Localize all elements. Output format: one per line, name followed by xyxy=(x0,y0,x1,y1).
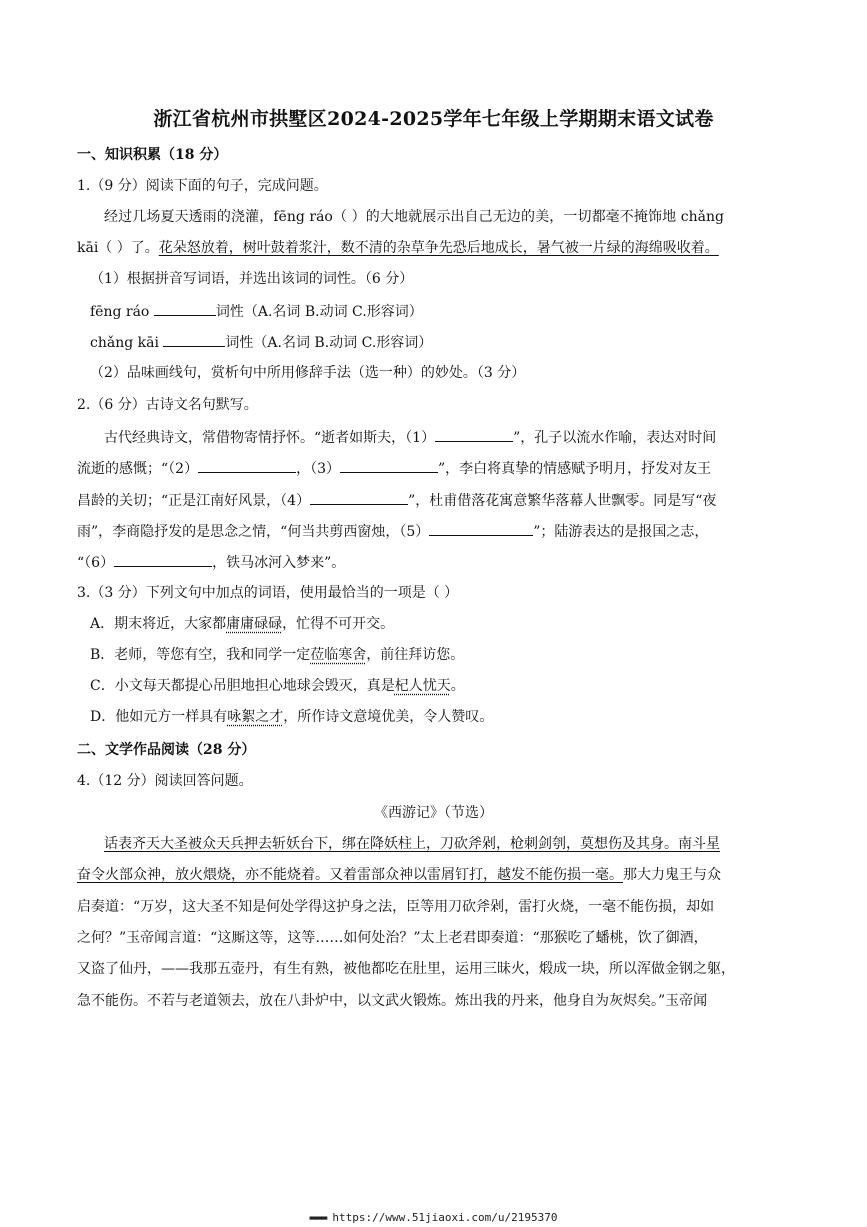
pinyin-label: fēng ráo xyxy=(90,304,150,320)
question-2-line-2 xyxy=(77,458,727,479)
answer-blank-4[interactable] xyxy=(310,490,408,505)
word-class-options: 词性（A.名词 B.动词 C.形容词） xyxy=(215,304,423,320)
question-3-stem: 3.（3 分）下列文句中加点的词语，使用最恰当的一项是（ ） xyxy=(77,585,459,601)
question-2-line-5 xyxy=(77,552,727,573)
poem-text: 流逝的感慨；“（2） xyxy=(77,461,199,477)
passage-line-2 xyxy=(77,865,727,885)
passage-line-4: 之何？”玉帝闻言道：“这厮这等，这等……如何处治？”太上老君即奏道：“那猴吃了蟠桃，饮了御酒， xyxy=(77,930,708,946)
dotted-phrase: 莅临寒舍 xyxy=(310,647,367,663)
option-text: 。 xyxy=(450,678,465,694)
underlined-text: 奋令火部众神，放火煨烧，亦不能烧着。又着雷部众神以雷屑钉打，越发不能伤损一毫。 xyxy=(77,867,623,883)
passage-text: kāi（ ）了。 xyxy=(77,240,159,256)
question-2-line-3 xyxy=(77,490,727,511)
option-text: A．期末将近，大家都 xyxy=(90,616,227,632)
question-3-option-a[interactable] xyxy=(90,614,740,634)
page-footer xyxy=(0,1211,867,1224)
dotted-phrase: 杞人忧天 xyxy=(394,678,451,694)
poem-text: 昌龄的关切；“正是江南好风景，（4） xyxy=(77,493,311,509)
question-2-line-4 xyxy=(77,521,727,542)
answer-blank[interactable] xyxy=(154,301,216,316)
page-title: 浙江省杭州市拱墅区2024-2025学年七年级上学期期末语文试卷 xyxy=(153,108,714,130)
answer-blank-3[interactable] xyxy=(340,458,438,473)
question-3-option-d[interactable] xyxy=(90,707,740,727)
section-heading-knowledge: 一、知识积累（18 分） xyxy=(77,147,228,163)
dotted-phrase: 庸庸碌碌 xyxy=(226,616,283,632)
poem-text: ”，杜甫借落花寓意繁华落幕人世飘零。同是写“夜 xyxy=(408,493,717,509)
dotted-phrase: 咏絮之才 xyxy=(227,709,284,725)
question-1-passage-line-1: 经过几场夏天透雨的浇灌，fēng ráo（ ）的大地就展示出自己无边的美，一切都毫不掩饰地 chǎng xyxy=(104,209,724,225)
section-heading-literature: 二、文学作品阅读（28 分） xyxy=(77,742,256,758)
question-1-subquestion-1: （1）根据拼音写词语，并选出该词的词性。（6 分） xyxy=(90,271,414,287)
question-2-stem: 2.（6 分）古诗文名句默写。 xyxy=(77,397,258,413)
poem-text: ”；陆游表达的是报国之志， xyxy=(533,524,709,540)
pinyin-label: chǎng kāi xyxy=(90,335,159,351)
passage-line-6: 急不能伤。不若与老道领去，放在八卦炉中，以文武火锻炼。炼出我的丹来，他身自为灰烬矣。”玉帝闻 xyxy=(77,993,708,1009)
poem-text: “（6） xyxy=(77,555,115,571)
poem-text: ，铁马冰河入梦来”。 xyxy=(212,555,346,571)
question-4-stem: 4.（12 分）阅读回答问题。 xyxy=(77,773,253,789)
option-text: C．小文每天都提心吊胆地担心地球会毁灭，真是 xyxy=(90,678,395,694)
question-1-option-2 xyxy=(90,332,740,353)
passage-line-5: 又盗了仙丹，——我那五壶丹，有生有熟，被他都吃在肚里，运用三昧火，煅成一块，所以浑做金钢之躯， xyxy=(77,961,735,977)
question-3-option-c[interactable] xyxy=(90,676,740,696)
underlined-sentence: 花朵怒放着，树叶鼓着浆汁，数不清的杂草争先恐后地成长，暑气被一片绿的海绵吸收着。 xyxy=(158,240,719,256)
question-2-line-1 xyxy=(104,427,754,448)
option-text: ，所作诗文意境优美，令人赞叹。 xyxy=(283,709,494,725)
footer-logo-icon: ▬▬▬ xyxy=(309,1211,327,1224)
option-text: ，忙得不可开交。 xyxy=(282,616,395,632)
answer-blank-2[interactable] xyxy=(198,458,296,473)
question-3-option-b[interactable] xyxy=(90,645,740,665)
poem-text: ，（3） xyxy=(296,461,340,477)
word-class-options: 词性（A.名词 B.动词 C.形容词） xyxy=(225,335,433,351)
question-1-stem: 1.（9 分）阅读下面的句子，完成问题。 xyxy=(77,178,328,194)
poem-text: ”，孔子以流水作喻，表达对时间 xyxy=(513,430,717,446)
answer-blank-6[interactable] xyxy=(114,552,212,567)
question-1-subquestion-2: （2）品味画线句，赏析句中所用修辞手法（选一种）的妙处。（3 分） xyxy=(90,365,526,381)
question-1-passage-line-2 xyxy=(77,238,727,258)
passage-line-1: 话表齐天大圣被众天兵押去斩妖台下，绑在降妖柱上，刀砍斧剁，枪刺剑刳，莫想伤及其身。南斗星 xyxy=(104,836,720,852)
footer-url-link[interactable]: https://www.51jiaoxi.com/u/2195370 xyxy=(332,1211,558,1224)
passage-text: 那大力鬼王与众 xyxy=(623,867,721,883)
answer-blank-1[interactable] xyxy=(435,427,513,442)
option-text: B．老师，等您有空，我和同学一定 xyxy=(90,647,311,663)
poem-text: 雨”，李商隐抒发的是思念之情，“何当共剪西窗烛，（5） xyxy=(77,524,430,540)
poem-text: ”，李白将真挚的情感赋予明月，抒发对友王 xyxy=(438,461,712,477)
answer-blank[interactable] xyxy=(163,332,225,347)
passage-line-3: 启奏道：“万岁，这大圣不知是何处学得这护身之法，臣等用刀砍斧剁，雷打火烧，一毫不能伤损，却如 xyxy=(77,899,715,915)
poem-text: 古代经典诗文，常借物寄情抒怀。“逝者如斯夫，（1） xyxy=(104,430,436,446)
answer-blank-5[interactable] xyxy=(429,521,533,536)
option-text: D．他如元方一样具有 xyxy=(90,709,228,725)
question-1-option-1 xyxy=(90,301,740,322)
option-text: ，前往拜访您。 xyxy=(366,647,465,663)
passage-source-title: 《西游记》（节选） xyxy=(374,805,493,821)
